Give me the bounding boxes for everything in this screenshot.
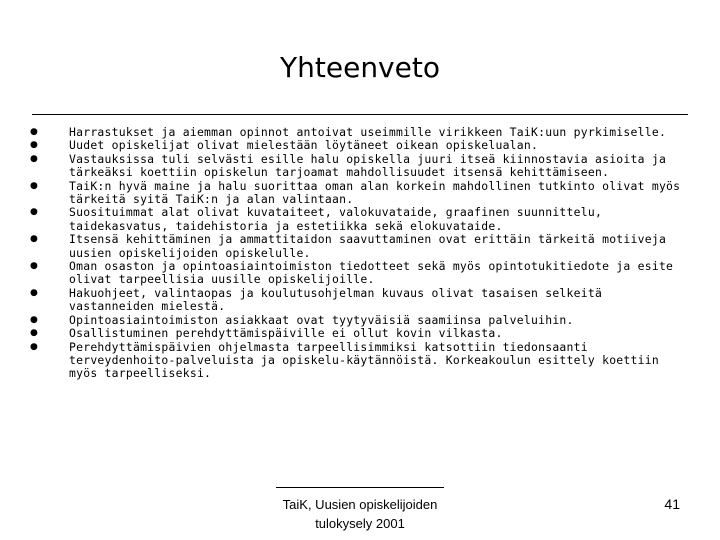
bullet-item <box>30 341 690 381</box>
footer-divider <box>276 487 444 488</box>
bullet-text: TaiK:n hyvä maine ja halu suorittaa oman alan korkein mahdollinen tutkinto olivat myös tärkeitä syitä TaiK:n ja alan valintaan. <box>69 178 681 207</box>
footer-source <box>250 495 470 533</box>
bullet-item <box>30 287 690 314</box>
bullet-item <box>30 153 690 180</box>
bullet-dot-icon: ● <box>30 234 39 245</box>
bullet-dot-icon: ● <box>30 153 39 164</box>
bullet-item <box>30 206 690 233</box>
bullet-item <box>30 180 690 207</box>
bullet-text: Harrastukset ja aiemman opinnot antoivat useimmille virikkeen TaiK:uun pyrkimiselle. <box>69 125 667 139</box>
bullet-text: Oman osaston ja opintoasiaintoimiston tiedotteet sekä myös opintotukitiedote ja esite olivat tarpeellisia uusille opiskelijoille. <box>69 259 674 287</box>
bullet-dot-icon: ● <box>30 140 39 151</box>
bullet-text: Itsensä kehittäminen ja ammattitaidon saavuttaminen ovat erittäin tärkeitä motiiveja uusien opiskelijoiden opiskelulle. <box>69 232 667 260</box>
title-divider <box>32 114 688 115</box>
bullet-text: Opintoasiaintoimiston asiakkaat ovat tyytyväisiä saamiinsa palveluihin. <box>69 312 574 327</box>
bullet-dot-icon: ● <box>30 314 39 325</box>
bullet-dot-icon: ● <box>30 287 39 298</box>
footer-line-1: TaiK, Uusien opiskelijoiden <box>282 497 438 512</box>
bullet-dot-icon: ● <box>30 341 39 352</box>
bullet-item <box>30 314 690 327</box>
bullet-item <box>30 139 690 152</box>
slide-title: Yhteenveto <box>280 51 440 84</box>
bullet-item <box>30 260 690 287</box>
bullet-text: Vastauksissa tuli selvästi esille halu opiskella juuri itseä kiinnostavia asioita ja tärkeäksi koettiin opiskelun tarjoamat mahdollisuudet itsensä kehittämiseen. <box>69 151 667 180</box>
bullet-dot-icon: ● <box>30 328 39 339</box>
bullet-text: Perehdyttämispäivien ohjelmasta tarpeellisimmiksi katsottiin tiedonsaanti terveydenhoito-palveluista ja opiskelu-käytännöistä. Korkeakoulun esittely koettiin myös tarpeelliseksi. <box>69 339 659 381</box>
bullet-dot-icon: ● <box>30 261 39 272</box>
bullet-item <box>30 126 690 139</box>
bullet-text: Osallistuminen perehdyttämispäiville ei ollut kovin vilkasta. <box>69 326 503 341</box>
bullet-dot-icon: ● <box>30 180 39 191</box>
footer-line-2: tulokysely 2001 <box>315 516 405 531</box>
bullet-text: Uudet opiskelijat olivat mielestään löytäneet oikean opiskelualan. <box>69 138 539 153</box>
bullet-item <box>30 327 690 340</box>
page-number: 41 <box>664 496 680 512</box>
bullet-dot-icon: ● <box>30 127 39 137</box>
bullet-text: Hakuohjeet, valintaopas ja koulutusohjelman kuvaus olivat tasaisen selkeitä vastanneiden mielestä. <box>69 285 603 314</box>
bullet-dot-icon: ● <box>30 207 39 218</box>
bullet-text: Suosituimmat alat olivat kuvataiteet, valokuvataide, graafinen suunnittelu, taidekasvatus, taidehistoria ja estetiikka sekä elokuvataide. <box>69 205 603 233</box>
bullet-item <box>30 233 690 260</box>
bullet-list <box>30 126 690 381</box>
